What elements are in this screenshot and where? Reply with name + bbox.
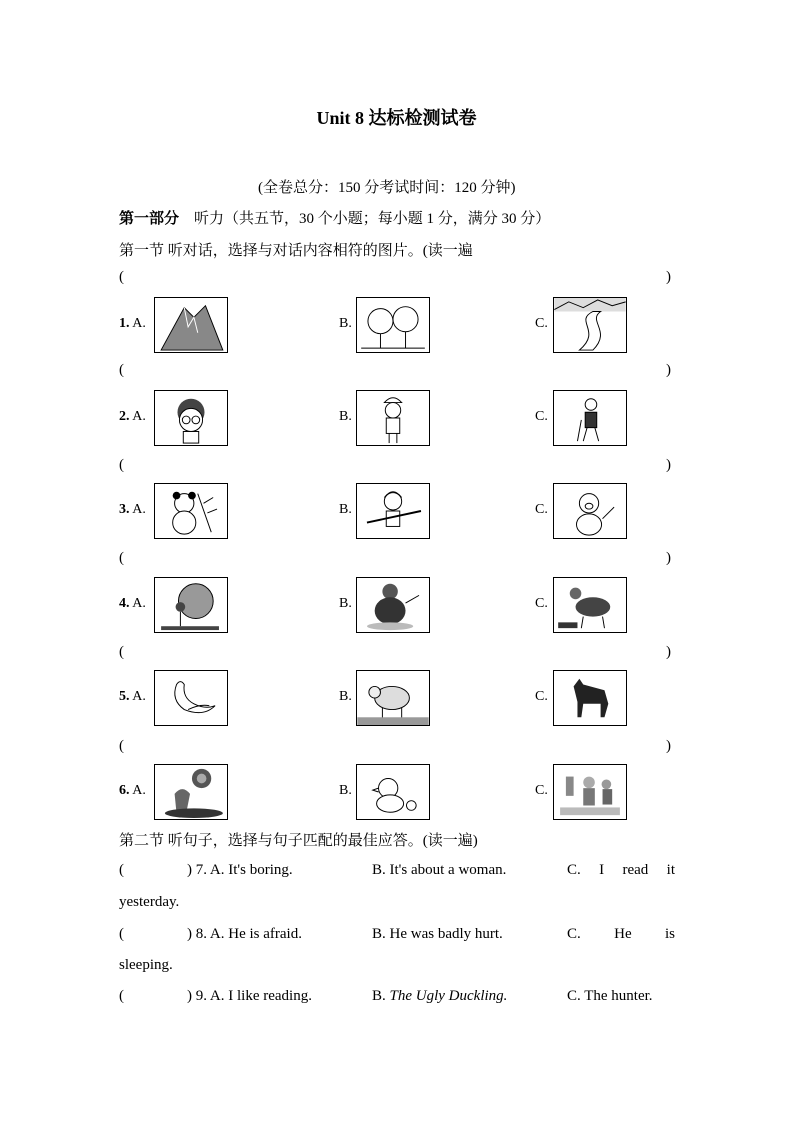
q8-option-a[interactable]: ) 8. A. He is afraid. (187, 926, 302, 942)
q1-option-b-trees-picture[interactable] (356, 297, 430, 353)
answer-paren-close: ) (666, 550, 671, 566)
sheep-picture (357, 671, 429, 725)
q7-c-word: read (622, 862, 649, 878)
q3-option-c-pig-picture[interactable] (553, 483, 627, 539)
q2-option-c-old-man-with-cane-picture[interactable] (553, 390, 627, 446)
panda-picture (155, 484, 227, 538)
q7-c-word: it (666, 862, 675, 878)
answer-paren-close: ) (666, 457, 671, 473)
question-number: 3. (119, 502, 130, 517)
old-man-with-cane-picture (554, 391, 626, 445)
q4-option-a-peacock-picture[interactable] (154, 577, 228, 633)
q5-option-b-sheep-picture[interactable] (356, 670, 430, 726)
q9-b-book-title: The Ugly Duckling. (389, 988, 508, 1004)
bull-fighter-picture (554, 578, 626, 632)
q5-option-c-label: C. (535, 689, 548, 704)
page-title: Unit 8 达标检测试卷 (316, 108, 477, 128)
q6-option-c-label: C. (535, 783, 548, 798)
q8-c-word: C. (567, 926, 581, 942)
duckling-picture (357, 765, 429, 819)
question-number: 2. (119, 409, 130, 424)
q6-label: 6. A. (119, 783, 146, 798)
q8-c-word: He (614, 926, 632, 942)
part-heading (119, 207, 550, 228)
q7-option-c-wrap: yesterday. (119, 894, 180, 910)
q2-option-b-boy-with-cap-picture[interactable] (356, 390, 430, 446)
q7-option-b[interactable]: B. It's about a woman. (372, 862, 507, 878)
q5-option-b-label: B. (339, 689, 352, 704)
q3-option-a-panda-picture[interactable] (154, 483, 228, 539)
answer-paren-open: ( (119, 550, 124, 566)
q1-label: 1. A. (119, 316, 146, 331)
question-number: 1. (119, 316, 130, 331)
girl-with-glasses-picture (155, 391, 227, 445)
q3-option-b-monkey-king-picture[interactable] (356, 483, 430, 539)
q1-option-a-mountain-picture[interactable] (154, 297, 228, 353)
q5-option-a-swan-picture[interactable] (154, 670, 228, 726)
q8-c-word: is (664, 926, 675, 942)
q6-option-b-duckling-picture[interactable] (356, 764, 430, 820)
q4-label: 4. A. (119, 596, 146, 611)
question-number: 4. (119, 596, 130, 611)
q8-option-c[interactable] (567, 926, 675, 943)
q4-option-c-label: C. (535, 596, 548, 611)
q2-option-b-label: B. (339, 409, 352, 424)
answer-paren-open: ( (119, 269, 124, 285)
q9-b-prefix: B. (372, 988, 390, 1004)
answer-paren-open: ( (119, 362, 124, 378)
question-number: 6. (119, 783, 130, 798)
q8-option-b[interactable]: B. He was badly hurt. (372, 926, 503, 942)
exam-info: (全卷总分：150 分考试时间：120 分钟) (258, 180, 516, 196)
q6-option-b-label: B. (339, 783, 352, 798)
q3-option-c-label: C. (535, 502, 548, 517)
answer-paren-close: ) (666, 269, 671, 285)
q2-label: 2. A. (119, 409, 146, 424)
q1-option-c-river-picture[interactable] (553, 297, 627, 353)
q8-option-c-wrap: sleeping. (119, 957, 173, 973)
q9-option-b[interactable] (372, 988, 507, 1005)
q2-option-a-girl-with-glasses-picture[interactable] (154, 390, 228, 446)
q7-c-word: I (599, 862, 605, 878)
monkey-king-picture (357, 484, 429, 538)
q1-option-b-label: B. (339, 316, 352, 331)
part-description: 听力（共五节，30 个小题；每小题 1 分，满分 30 分） (194, 211, 551, 227)
answer-paren-open: ( (119, 457, 124, 473)
q8-open-paren: ( (119, 926, 124, 942)
q7-option-a[interactable]: ) 7. A. It's boring. (187, 862, 293, 878)
swan-picture (155, 671, 227, 725)
hunter-scene-picture (155, 765, 227, 819)
q7-option-c[interactable] (567, 862, 675, 879)
trees-picture (357, 298, 429, 352)
pig-picture (554, 484, 626, 538)
q5-option-c-horse-picture[interactable] (553, 670, 627, 726)
q9-open-paren: ( (119, 988, 124, 1004)
answer-paren-open: ( (119, 738, 124, 754)
q2-option-c-label: C. (535, 409, 548, 424)
q5-label: 5. A. (119, 689, 146, 704)
section1-instruction: 第一节 听对话，选择与对话内容相符的图片。(读一遍 (119, 243, 473, 259)
q7-c-word: C. (567, 862, 581, 878)
q6-option-a-hunter-scene-picture[interactable] (154, 764, 228, 820)
q7-open-paren: ( (119, 862, 124, 878)
q4-option-c-bull-fighter-picture[interactable] (553, 577, 627, 633)
q1-option-c-label: C. (535, 316, 548, 331)
peacock-picture (155, 578, 227, 632)
answer-paren-close: ) (666, 644, 671, 660)
part-label: 第一部分 (119, 211, 180, 227)
answer-paren-close: ) (666, 738, 671, 754)
q9-option-a[interactable]: ) 9. A. I like reading. (187, 988, 312, 1004)
q9-option-c[interactable]: C. The hunter. (567, 988, 653, 1004)
fat-man-picture (357, 578, 429, 632)
river-picture (554, 298, 626, 352)
answer-paren-open: ( (119, 644, 124, 660)
answer-paren-close: ) (666, 362, 671, 378)
q3-label: 3. A. (119, 502, 146, 517)
q4-option-b-fat-man-picture[interactable] (356, 577, 430, 633)
question-number: 5. (119, 689, 130, 704)
boy-with-cap-picture (357, 391, 429, 445)
q3-option-b-label: B. (339, 502, 352, 517)
mountain-picture (155, 298, 227, 352)
horse-picture (554, 671, 626, 725)
king-and-people-picture (554, 765, 626, 819)
section2-instruction: 第二节 听句子，选择与句子匹配的最佳应答。(读一遍) (119, 833, 478, 849)
q6-option-c-king-and-people-picture[interactable] (553, 764, 627, 820)
q4-option-b-label: B. (339, 596, 352, 611)
